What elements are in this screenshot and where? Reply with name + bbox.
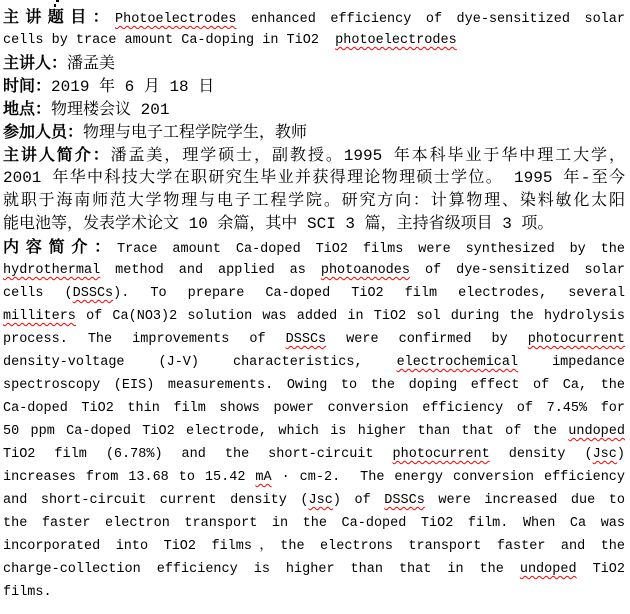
misspelled-word: photocurrent [527,332,625,347]
abstract-line-5 [3,328,625,351]
abstract-line-12 [3,489,625,512]
field-label: ： [92,147,111,164]
text-segment: TiO2 [576,562,625,577]
speaker-bio-line-4 [3,213,625,236]
speaker-bio-line-3 [3,190,625,213]
cropped-character-remnant-dot [54,4,56,7]
text-segment: films. [3,585,52,600]
field-label: 内容简介 [3,239,95,256]
text-segment: 2019 年 6 月 18 日 [51,78,215,96]
field-label: ： [35,78,52,95]
text-segment: increases from 13.68 to 15.42 [3,470,256,485]
abstract-line-16 [3,581,625,604]
text-segment: 50 ppm Ca-doped TiO2 electrode, which is higher than that of the [3,424,569,439]
text-segment: Trace amount Ca-doped TiO2 films were synthesized by the [116,242,625,257]
speaker-bio-line-1 [3,144,625,167]
text-segment: 2001 年华中科技大学在职研究生毕业并获得理论物理硕士学位。 1995 年-至今 [3,169,625,187]
abstract-line-1 [3,236,625,259]
text-segment: 潘孟美 [67,55,116,73]
text-segment: enhanced efficiency of dye-sensitized solar [236,12,625,27]
misspelled-word: undoped [568,424,625,439]
text-segment: cells by trace amount Ca-doping in TiO2 [3,33,336,48]
text-segment: impedance [518,355,625,370]
field-label: ： [67,124,84,141]
title-line-1 [3,6,625,29]
field-label: 参加人员 [3,124,68,141]
text-segment: were increased due to [424,493,625,508]
text-segment: ) of [332,493,385,508]
misspelled-word: milliters [3,309,76,324]
abstract-line-15 [3,558,625,581]
field-label: 地点 [3,101,36,118]
field-label: 主讲人简介 [3,147,93,164]
text-segment: of Ca(NO3)2 solution was added in TiO2 sol during the hydrolysis [75,309,625,324]
abstract-line-14 [3,535,625,558]
abstract-line-3 [3,282,625,305]
field-label: ： [51,55,68,72]
text-segment: cells ( [3,286,73,301]
abstract-line-6 [3,351,625,374]
misspelled-word: photocurrent [392,447,490,462]
field-label: ： [35,101,52,118]
text-segment: incorporated into TiO2 films，the electrons transport faster and the [3,539,625,554]
misspelled-word: Photoelectrodes [115,12,237,27]
text-segment: Ca-doped TiO2 thin film shows power conversion efficiency of 7.45% for [3,401,625,416]
misspelled-word: undoped [519,562,577,577]
text-segment: ) [616,447,625,462]
speaker-bio-line-2 [3,167,625,190]
misspelled-word: photoanodes [320,263,410,278]
misspelled-word: DSSCs [285,332,327,347]
text-segment: the faster electron transport in the Ca-doped TiO2 film. When Ca was [3,516,625,531]
field-label: 主讲人 [3,55,52,72]
text-segment: density ( [489,447,593,462]
misspelled-word: electrochemical [396,355,519,370]
abstract-line-13 [3,512,625,535]
speaker-line [3,52,625,75]
text-segment: 就职于海南师范大学物理与电子工程学院。研究方向：计算物理、染料敏化太阳 [3,192,625,210]
misspelled-word: DSSCs [384,493,425,508]
text-segment: ). To prepare Ca-doped TiO2 film electrodes, several [113,286,625,301]
field-label: 时间 [3,78,36,95]
field-label: ： [94,239,117,256]
text-segment: · cm-2. The energy conversion efficiency [271,470,625,485]
text-segment: were confirmed by [326,332,528,347]
abstract-line-4 [3,305,625,328]
text-segment: charge-collection efficiency is higher than that in the [3,562,520,577]
abstract-line-2 [3,259,625,282]
cropped-character-remnant-dot [56,0,59,2]
misspelled-word: hydrothermal [3,263,101,278]
text-segment: 潘孟美，理学硕士，副教授。1995 年本科毕业于华中理工大学， [110,147,625,165]
location-line [3,98,625,121]
text-segment: of dye-sensitized solar [409,263,625,278]
field-label: ： [92,9,115,26]
misspelled-word: Jsc [592,447,617,462]
text-segment: spectroscopy (EIS) measurements. Owing to the doping effect of Ca, the [3,378,625,393]
misspelled-word: mA [255,470,272,485]
time-line [3,75,625,98]
misspelled-word: photoelectrodes [335,33,457,48]
text-segment: method and applied as [100,263,321,278]
misspelled-word: Jsc [308,493,333,508]
title-line-2 [3,29,625,52]
misspelled-word: DSSCs [72,286,114,301]
field-label: 主讲题目 [3,9,93,26]
text-segment: density-voltage (J-V) characteristics, [3,355,397,370]
text-segment: 物理与电子工程学院学生，教师 [83,124,308,142]
participants-line [3,121,625,144]
abstract-line-8 [3,397,625,420]
abstract-line-7 [3,374,625,397]
abstract-line-9 [3,420,625,443]
text-segment: process. The improvements of [3,332,286,347]
text-segment: 能电池等，发表学术论文 10 余篇，其中 SCI 3 篇，主持省级项目 3 项。 [3,215,554,233]
text-segment: 物理楼会议 201 [51,101,170,119]
abstract-line-11 [3,466,625,489]
abstract-line-10 [3,443,625,466]
text-segment: TiO2 film (6.78%) and the short-circuit [3,447,393,462]
text-segment: and short-circuit current density ( [3,493,309,508]
